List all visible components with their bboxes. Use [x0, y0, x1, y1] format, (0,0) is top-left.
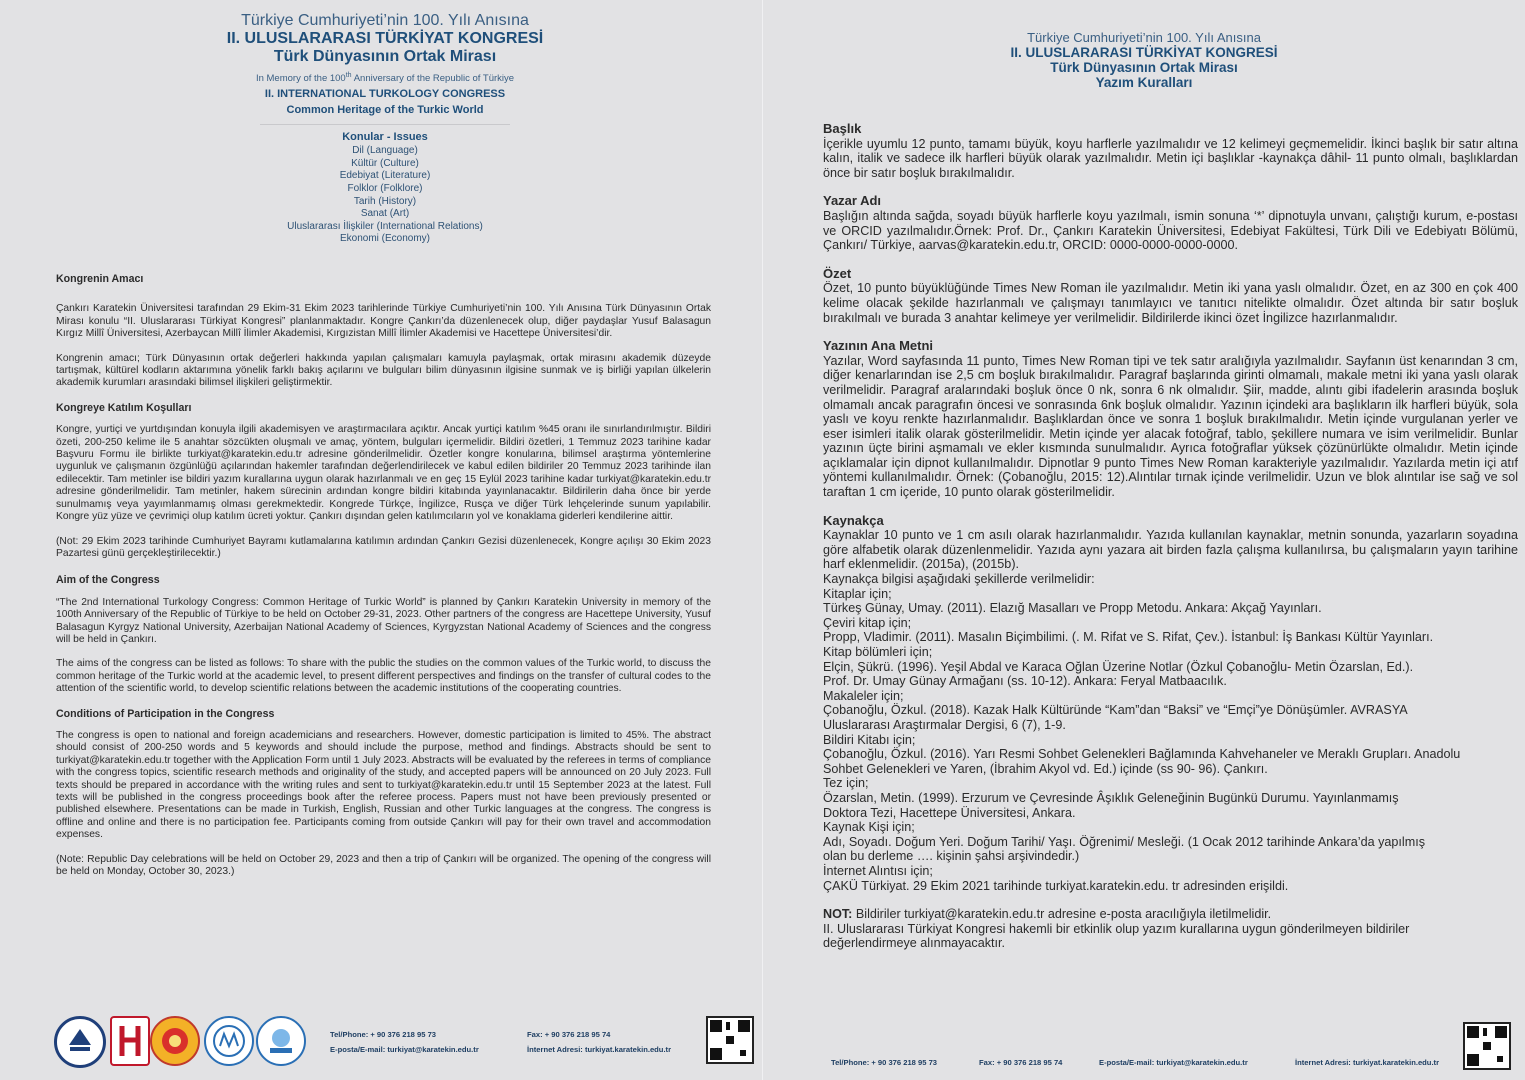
header-subtitle: Türk Dünyasının Ortak Mirası: [273, 48, 497, 65]
qr-code-icon[interactable]: [706, 1016, 754, 1064]
academy-logo-icon: [150, 1016, 200, 1066]
rule-text: Özet, 10 punto büyüklüğünde Times New Roman ile yazılmalıdır. Metin iki yana yaslı olmalıdır. Özet, en az 300 en çok 400 kelime olacak şekilde hazırlanmalı ve çalışmayı tanımlayıcı ve tanıtıcı nitelikte olmalıdır. Özet altında bir satır boşluk bırakılmalı ve burada 3 anahtar kelimeye yer verilmelidir. Bildirilerde ikinci özet İngilizce hazırlanmalıdır.: [823, 281, 1518, 325]
qr-code-icon[interactable]: [1463, 1022, 1511, 1070]
aim-tr-heading: Kongrenin Amacı: [56, 273, 144, 285]
rules-footer-website[interactable]: İnternet Adresi: turkiyat.karatekin.edu.tr: [1295, 1058, 1440, 1067]
university-logo-icon: [54, 1016, 106, 1068]
left-body: [56, 273, 711, 890]
rule-heading: Özet: [823, 265, 852, 281]
topic-item: Kültür (Culture): [351, 157, 419, 169]
reference-example: ÇAKÜ Türkiyat. 29 Ekim 2021 tarihinde turkiyat.karatekin.edu. tr adresinden erişildi.: [823, 878, 1289, 893]
kyrgyz-university-logo-icon: [204, 1016, 254, 1066]
references-intro: Kaynakça bilgisi aşağıdaki şekillerde verilmelidir:: [823, 572, 1095, 587]
header-en-anniversary: In Memory of the 100th Anniversary of the Republic of Türkiye: [255, 72, 515, 85]
rules-body: [823, 122, 1518, 951]
header-anniversary: Türkiye Cumhuriyeti’nin 100. Yılı Anısına: [241, 12, 529, 29]
reference-type: Kitaplar için;: [823, 586, 892, 601]
aim-en-paragraph: “The 2nd International Turkology Congress: Common Heritage of Turkic World” is planned by Çankırı Karatekin University in memory of the 100th Anniversary of the Republic of Türkiye to be held on October 29-31, 2023. Other partners of the congress are Hacettepe University, Yusuf Balasagun Kyrgyz National University, Azerbaijan National Academy of Sciences, Kyrgyzstan National Academy of Sciences and the congress will be held in Çankırı.: [56, 596, 711, 645]
topic-item: Ekonomi (Economy): [339, 233, 431, 245]
footer-website[interactable]: İnternet Adresi: turkiyat.karatekin.edu.tr: [527, 1045, 672, 1054]
kyrgyz-academy-logo-icon: [256, 1016, 306, 1066]
conditions-tr-heading: Kongreye Katılım Koşulları: [56, 401, 192, 414]
rules-header-title: Yazım Kuralları: [1095, 75, 1193, 90]
header-congress-title: II. ULUSLARARASI TÜRKİYAT KONGRESİ: [226, 30, 544, 47]
reference-type: Makaleler için;: [823, 688, 904, 703]
rule-text: Kaynaklar 10 punto ve 1 cm asılı olarak hazırlanmalıdır. Yazıda kullanılan kaynaklar, metnin sonunda, yazarların soyadına göre alfabetik olarak düzenlenmelidir. Yazıda aynı yazara ait birden fazla çalışma kullanılırsa, bu çalışmaların yayın tarihine harf eklenmelidir. (2015a), (2015b).: [823, 528, 1518, 572]
rule-heading: Yazının Ana Metni: [823, 338, 934, 354]
footer-email[interactable]: E-posta/E-mail: turkiyat@karatekin.edu.tr: [330, 1045, 479, 1054]
rule-heading: Başlık: [823, 121, 862, 136]
reference-type: Kaynak Kişi için;: [823, 820, 915, 835]
right-page: [763, 0, 1525, 1080]
rules-note-detail: II. Uluslararası Türkiyat Kongresi hakemli bir etkinlik olup yazım kurallarına uygun gönderilmeyen bildiriler değerlendirmeye alınmayacaktır.: [823, 921, 1410, 951]
topic-item: Folklor (Folklore): [347, 182, 423, 194]
reference-example: Çobanoğlu, Özkul. (2016). Yarı Resmi Sohbet Gelenekleri Bağlamında Kahvehaneler ve Meraklı Grupları. Anadolu Sohbet Gelenekleri ve Yaren, (İbrahim Akyol vd. Ed.) içinde (ss 90- 96). Çankırı.: [823, 747, 1461, 776]
rules-footer-phone: Tel/Phone: + 90 376 218 95 73: [831, 1058, 938, 1067]
reference-type: Çeviri kitap için;: [823, 615, 912, 630]
rule-text: Başlığın altında sağda, soyadı büyük harflerle koyu yazılmalı, ismin sonuna ‘*’ dipnotuyla unvanı, çalıştığı kurum, e-postası ve ORCID yazılmalıdır.Örnek: Prof. Dr., Çankırı Karatekin Üniversitesi, Edebiyat Fakültesi, Türk Dili ve Edebiyatı Bölümü, Çankırı/ Türkiye, aarvas@karatekin.edu.tr, ORCID: 0000-0000-0000-0000.: [823, 208, 1518, 253]
topic-item: Tarih (History): [353, 195, 417, 207]
reference-example: Propp, Vladimir. (2011). Masalın Biçimbilimi. (. M. Rifat ve S. Rifat, Çev.). İstanbul: İş Bankası Kültür Yayınları.: [823, 630, 1434, 645]
rule-text: İçerikle uyumlu 12 punto, tamamı büyük, koyu harflerle yazılmalıdır ve 12 kelimeyi geçmemelidir. İkinci başlık bir satır altına kalın, italik ve sadece ilk harfleri büyük olarak yazılmalıdır. Metin içi başlıklar -kaynakça dâhil- 11 punto olmalı, başlıklardan önce bir satır boşluk bırakılmalıdır.: [823, 136, 1518, 180]
rule-heading: Kaynakça: [823, 512, 884, 528]
conditions-en-note: (Note: Republic Day celebrations will be held on October 29, 2023 and then a trip of Çankırı will be organized. The opening of the congress will be held on Monday, October 30, 2023.): [56, 853, 711, 878]
rules-header-anniversary: Türkiye Cumhuriyeti’nin 100. Yılı Anısına: [1027, 30, 1261, 45]
reference-type: Tez için;: [823, 776, 869, 791]
topics-list: [0, 131, 770, 246]
header-divider: [260, 124, 510, 125]
rules-footer-email[interactable]: E-posta/E-mail: turkiyat@karatekin.edu.tr: [1099, 1058, 1248, 1067]
rules-header-subtitle: Türk Dünyasının Ortak Mirası: [1050, 60, 1238, 75]
conditions-en-paragraph: The congress is open to national and foreign academicians and researchers. However, domestic participation is limited to 45%. The abstract should consist of 200-250 words and 5 keywords and should include the purpose, method and findings. Abstracts should be sent to turkiyat@karatekin.edu.tr together with the Application Form until 1 July 2023. Abstracts will be evaluated by the referees in terms of compliance with the congress topics, scientific research methods and originality of the study, and accepted papers will be announced on 20 July 2023. Full texts should be prepared in accordance with the writing rules and sent to turkiyat@karatekin.edu.tr until 15 September 2023 at the latest. Full texts will be published in the congress proceedings book after the referee process. Papers must not have been previously presented or published elsewhere. Presentations can be made in Turkish, English, Russian and other Turkic languages at the congress. The congress is offline and online and there is no participation fee. Participants coming from outside Çankırı will pay for their own travel and accommodation expenses.: [56, 729, 711, 841]
reference-example: Çobanoğlu, Özkul. (2018). Kazak Halk Kültüründe “Kam”dan “Baksi” ve “Emçi”ye Dönüşümler. AVRASYA Uluslararası Araştırmalar Dergisi, 6 (7), 1-9.: [823, 703, 1407, 732]
topic-item: Uluslararası İlişkiler (International Relations): [287, 220, 483, 232]
footer-phone: Tel/Phone: + 90 376 218 95 73: [330, 1030, 437, 1039]
topic-item: Edebiyat (Literature): [339, 170, 431, 182]
hacettepe-logo-icon: [110, 1016, 150, 1066]
reference-type: Bildiri Kitabı için;: [823, 732, 916, 747]
reference-example: Özarslan, Metin. (1999). Erzurum ve Çevresinde Âşıklık Geleneğinin Bugünkü Durumu. Yayınlanmamış Doktora Tezi, Hacettepe Üniversitesi, Ankara.: [823, 790, 1399, 820]
header-en-subtitle: Common Heritage of the Turkic World: [286, 104, 484, 117]
rules-note: NOT: Bildiriler turkiyat@karatekin.edu.tr adresine e-posta aracılığıyla iletilmelidir.: [823, 907, 1272, 922]
left-header: [0, 12, 770, 246]
aim-tr-paragraph: Kongrenin amacı; Türk Dünyasının ortak değerleri hakkında yapılan çalışmaları kamuyla paylaşmak, ortak mirasını akademik düzeyde tartışmak, kültürel kodların aktarımına yönelik farklı bakış açılarını ve bulguları bilim dünyasının ilgisine sunmak ve iş birliği yapılan ülkelerin akademik kurumları arasındaki bilimsel ilişkileri geliştirmektir.: [56, 352, 711, 389]
reference-example: Adı, Soyadı. Doğum Yeri. Doğum Tarihi/ Yaşı. Öğrenimi/ Mesleği. (1 Ocak 2012 tarihinde Ankara’da yapılmış olan bu derleme …. kişinin şahsi arşivindedir.): [823, 834, 1426, 864]
reference-type: Kitap bölümleri için;: [823, 645, 933, 659]
aim-en-heading: Aim of the Congress: [56, 574, 160, 587]
right-header: [763, 30, 1525, 90]
reference-example: Türkeş Günay, Umay. (2011). Elazığ Masalları ve Propp Metodu. Ankara: Akçağ Yayınları.: [823, 601, 1322, 616]
aim-en-paragraph: The aims of the congress can be listed as follows: To share with the public the studies on the common values of the Turkic world, to discuss the common heritage of the Turkic world at the academic level, to present different perspectives and findings on the transfer of cultural codes to the attention of the scientific world, to develop scientific relations between the academic institutions of the cooperating countries.: [56, 658, 711, 695]
reference-example: Prof. Dr. Umay Günay Armağanı (ss. 10-12). Ankara: Feryal Matbaacılık.: [823, 674, 1227, 689]
reference-type: İnternet Alıntısı için;: [823, 863, 933, 878]
conditions-en-heading: Conditions of Participation in the Congress: [56, 707, 275, 720]
left-page: [0, 0, 762, 1080]
footer-fax: Fax: + 90 376 218 95 74: [527, 1030, 611, 1039]
reference-example: Elçin, Şükrü. (1996). Yeşil Abdal ve Karaca Oğlan Üzerine Notlar (Özkul Çobanoğlu- Metin Özarslan, Ed.).: [823, 659, 1414, 674]
topic-item: Dil (Language): [352, 145, 418, 157]
conditions-tr-note: (Not: 29 Ekim 2023 tarihinde Cumhuriyet Bayramı kutlamalarına katılımın ardından Çankırı Gezisi düzenlenecek, Kongre açılışı 30 Ekim 2023 Pazartesi günü gerçekleştirilecektir.): [56, 535, 711, 559]
rules-footer-fax: Fax: + 90 376 218 95 74: [979, 1058, 1063, 1067]
rules-header-congress: II. ULUSLARARASI TÜRKİYAT KONGRESİ: [1010, 45, 1278, 60]
topics-title: Konular - Issues: [342, 131, 428, 144]
rule-text: Yazılar, Word sayfasında 11 punto, Times New Roman tipi ve tek satır aralığıyla yazılmalıdır. Sayfanın üst kenarından 3 cm, diğer kenarlarından ise 2,5 cm boşluk bırakılmalıdır. Paragraf başlarında girinti olmamalı, makale metni iki yana yaslı olarak verilmelidir. Paragraf aralarındaki boşluk önce 0 nk, sonra 6 nk olmalıdır. Şiir, madde, alıntı gibi ifadelerin arasında boşluk olmamalı ancak paragrafın öncesi ve sonrasında 6nk boşluk olmalıdır. Yazının içindeki ara başlıkların ilk harfleri büyük, sola yaslı ve koyu renkte hazırlanmalıdır. Başlıklardan önce ve sonra 1 boşluk bırakılmalıdır. Metin içinde vurgulanan yerler ve eser isimleri italik olarak gösterilmelidir. Metin içinde yer alacak fotoğraf, tablo, şekillere numara ve isim verilmelidir. Bunlar yazının üçte birini aşmamalı ve ekler kısmında sunulmalıdır. Ayrıca fotoğraflar yüksek çözünürlükte olmalıdır. Metin içinde açıklamalar için dipnot kullanılmalıdır. Dipnotlar 9 punto Times New Roman karakteriyle yazılmalıdır. Yazılarda metin içi atıf yöntemi kullanılmalıdır. Örnek: (Çobanoğlu, 2015: 12).Alıntılar tırnak içinde verilmelidir. Uzun ve blok alıntılar ise sağ ve sol taraftan 1 cm içeride, 10 punto olarak gösterilmelidir.: [823, 353, 1518, 500]
rule-heading: Yazar Adı: [823, 193, 882, 209]
conditions-tr-paragraph: Kongre, yurtiçi ve yurtdışından konuyla ilgili akademisyen ve araştırmacılara açıktır. Ancak yurtiçi katılım %45 oranı ile sınırlandırılmıştır. Bildiri özeti, 200-250 kelime ile 5 anahtar sözcükten oluşmalı ve amaç, yöntem, bulguları içermelidir. Bildiri özetleri, 1 Temmuz 2023 tarihine kadar Başvuru Formu ile birlikte turkiyat@karatekin.edu.tr adresine gönderilmelidir. Özetler kongre konularına, bilimsel araştırma yöntemlerine uygunluk ve çalışmanın özgünlüğü açılarından hakemler tarafından değerlendirilecek ve kabul edilen bildiriler 20 Temmuz 2023 tarihinde ilan edilecektir. Tam metinler ise bildiri yazım kurallarına uygun olarak hazırlanmalı ve en geç 15 Eylül 2023 tarihine kadar turkiyat@karatekin.edu.tr adresine gönderilmelidir. Tam metinler, hakem sürecinin ardından kongre bildiri kitabında yayınlanacaktır. Bildirilerin daha önce bir yerde sunulmamış veya yayımlanmamış olması gerekmektedir. Kongrede Türkçe, İngilizce, Rusça ve diğer Türk lehçelerinde sunum yapılabilir. Kongre yüz yüze ve çevrimiçi olup katılım ücreti yoktur. Çankırı dışından gelen katılımcıların yol ve konaklama giderleri kendilerine aittir.: [56, 424, 711, 523]
aim-tr-paragraph: Çankırı Karatekin Üniversitesi tarafından 29 Ekim-31 Ekim 2023 tarihlerinde Türkiye Cumhuriyeti’nin 100. Yılı Anısına Türk Dünyasının Ortak Mirası konulu “II. Uluslararası Türkiyat Kongresi” planlanmaktadır. Kongre Çankırı’da düzenlenecek olup, diğer paydaşlar Yusuf Balasagun Kırgız Millî Üniversitesi, Azerbaycan Millî İlimler Akademisi, Kırgızistan Millî İlimler Akademisi ve Hacettepe Üniversitesi’dir.: [56, 303, 711, 340]
left-footer: [52, 1012, 757, 1072]
topic-item: Sanat (Art): [360, 208, 410, 220]
header-en-congress: II. INTERNATIONAL TURKOLOGY CONGRESS: [264, 88, 506, 101]
